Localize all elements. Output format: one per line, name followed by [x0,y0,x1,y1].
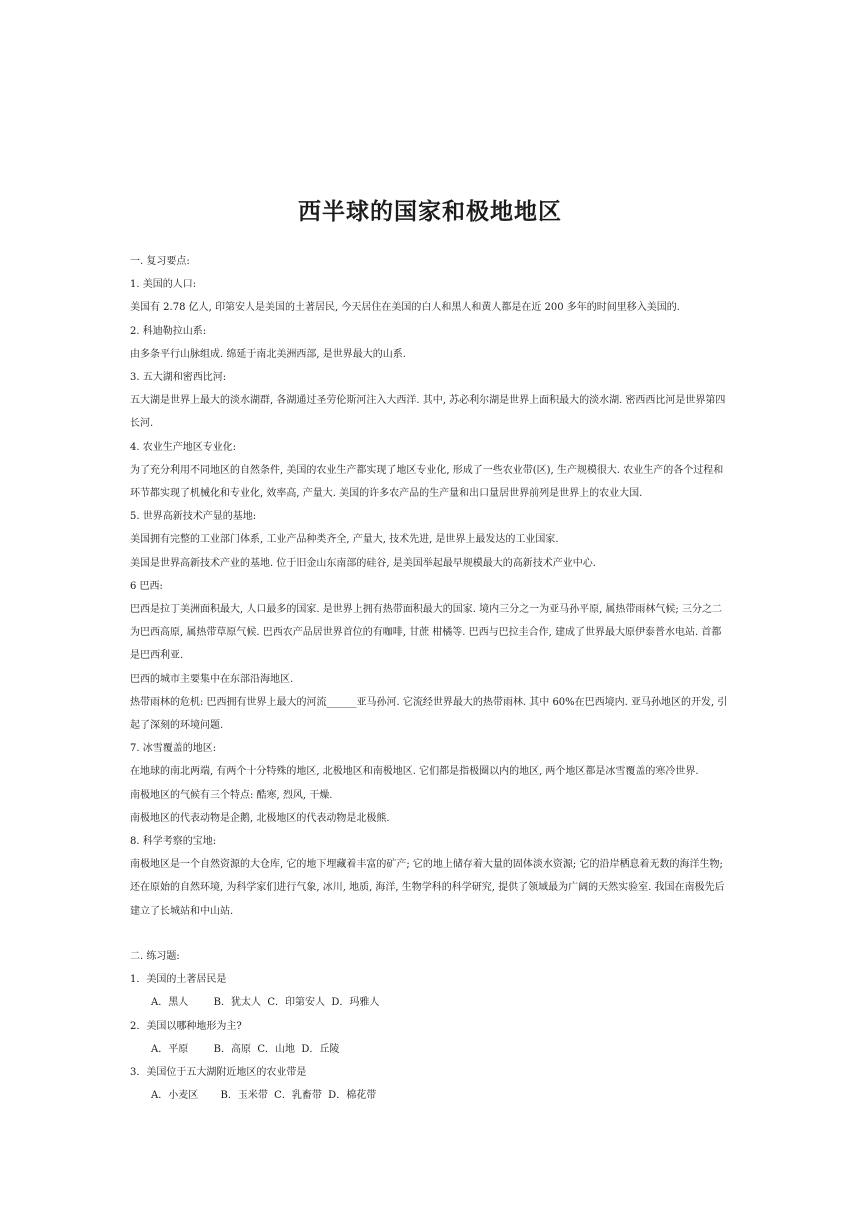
review-text: 巴西是拉丁美洲面积最大, 人口最多的国家. 是世界上拥有热带面积最大的国家. 境内三分之一为亚马孙平原, 属热带雨林气候; 三分之二为巴西高原, 属热带草原气候. 巴西农产品居世界首位的有咖啡, 甘蔗 柑橘等. 巴西与巴拉圭合作, 建成了世界最大原伊泰普水电站. 首都是巴西利亚. [130,604,722,662]
review-text: 在地球的南北两端, 有两个十分特殊的地区, 北极地区和南极地区. 它们都是指极圈以内的地区, 两个地区都是冰雪覆盖的寒冷世界. [130,766,699,778]
document-title: 西半球的国家和极地地区 [298,199,562,225]
review-point: 6 巴西: [130,580,163,592]
review-text: 南极地区的代表动物是企鹅, 北极地区的代表动物是北极熊. [130,812,390,824]
review-text: 南极地区是一个自然资源的大仓库, 它的地下埋藏着丰富的矿产; 它的地上储存着大量的固体淡水资源; 它的沿岸栖息着无数的海洋生物; 还在原始的自然环境, 为科学家们进行气象, 冰川, 地质, 海洋, 生物学科的科学研究, 提供了领域最为广阔的天然实验室. 我国在南极先后建立了长城站和中山站. [130,859,725,917]
question-stem: 1．美国的土著居民是 [130,974,227,986]
review-point: 5. 世界高新技术产显的基地: [130,511,257,523]
review-point: 3. 五大湖和密西比河: [130,372,227,384]
question-choices: A．小麦区 B．玉米带 C．乳畜带 D．棉花带 [151,1090,377,1102]
review-point: 4. 农业生产地区专业化: [130,441,237,453]
question-choices: A．黑人 B．犹太人 C．印第安人 D．玛雅人 [151,997,380,1009]
section-spacer [130,923,730,945]
review-text: 美国有 2.78 亿人, 印第安人是美国的土著居民, 今天居住在美国的白人和黑人和黄人都是在近 200 多年的时间里移入美国的. [130,302,680,314]
question-choices: A．平原 B．高原 C．山地 D．丘陵 [151,1043,340,1055]
review-text: 巴西的城市主要集中在东部沿海地区. [130,673,294,685]
review-text: 美国是世界高新技术产业的基地. 位于旧金山东南部的硅谷, 是美国举起最早规模最大的高新技术产业中心. [130,557,596,569]
review-text: 美国拥有完整的工业部门体系, 工业产品种类齐全, 产量大, 技术先进, 是世界上最发达的工业国家. [130,534,559,546]
review-text: 南极地区的气候有三个特点: 酷寒, 烈风, 干燥. [130,789,333,801]
review-text: 热带雨林的危机: 巴西拥有世界上最大的河流______亚马孙河. 它流经世界最大的热带雨林. 其中 60%在巴西境内. 亚马孙地区的开发, 引起了深刻的环境问题. [130,696,728,732]
review-text: 五大湖是世界上最大的淡水湖群, 各湖通过圣劳伦斯河注入大西洋. 其中, 苏必利尔湖是世界上面积最大的淡水湖. 密西西比河是世界第四长河. [130,395,726,430]
review-text: 为了充分利用不同地区的自然条件, 美国的农业生产都实现了地区专业化, 形成了一些农业带(区), 生产规模很大. 农业生产的各个过程和环节都实现了机械化和专业化, 效率高, 产量大. 美国的许多农产品的生产量和出口量居世界前列是世界上的农业大国. [130,464,724,500]
section-heading-review: 一. 复习要点: [130,256,190,267]
section-heading-exercises: 二. 练习题: [130,950,180,962]
review-point: 2. 科迪勒拉山系: [130,325,207,337]
review-point: 7. 冰雪覆盖的地区: [130,743,217,755]
question-stem: 2．美国以哪种地形为主? [130,1020,242,1032]
question-stem: 3．美国位于五大湖附近地区的农业带是 [130,1066,307,1078]
review-point: 1. 美国的人口: [130,279,197,291]
review-point: 8. 科学考察的宝地: [130,836,217,848]
review-text: 由多条平行山脉组成. 绵延于南北美洲西部, 是世界最大的山系. [130,348,406,360]
document-body [130,250,730,1107]
